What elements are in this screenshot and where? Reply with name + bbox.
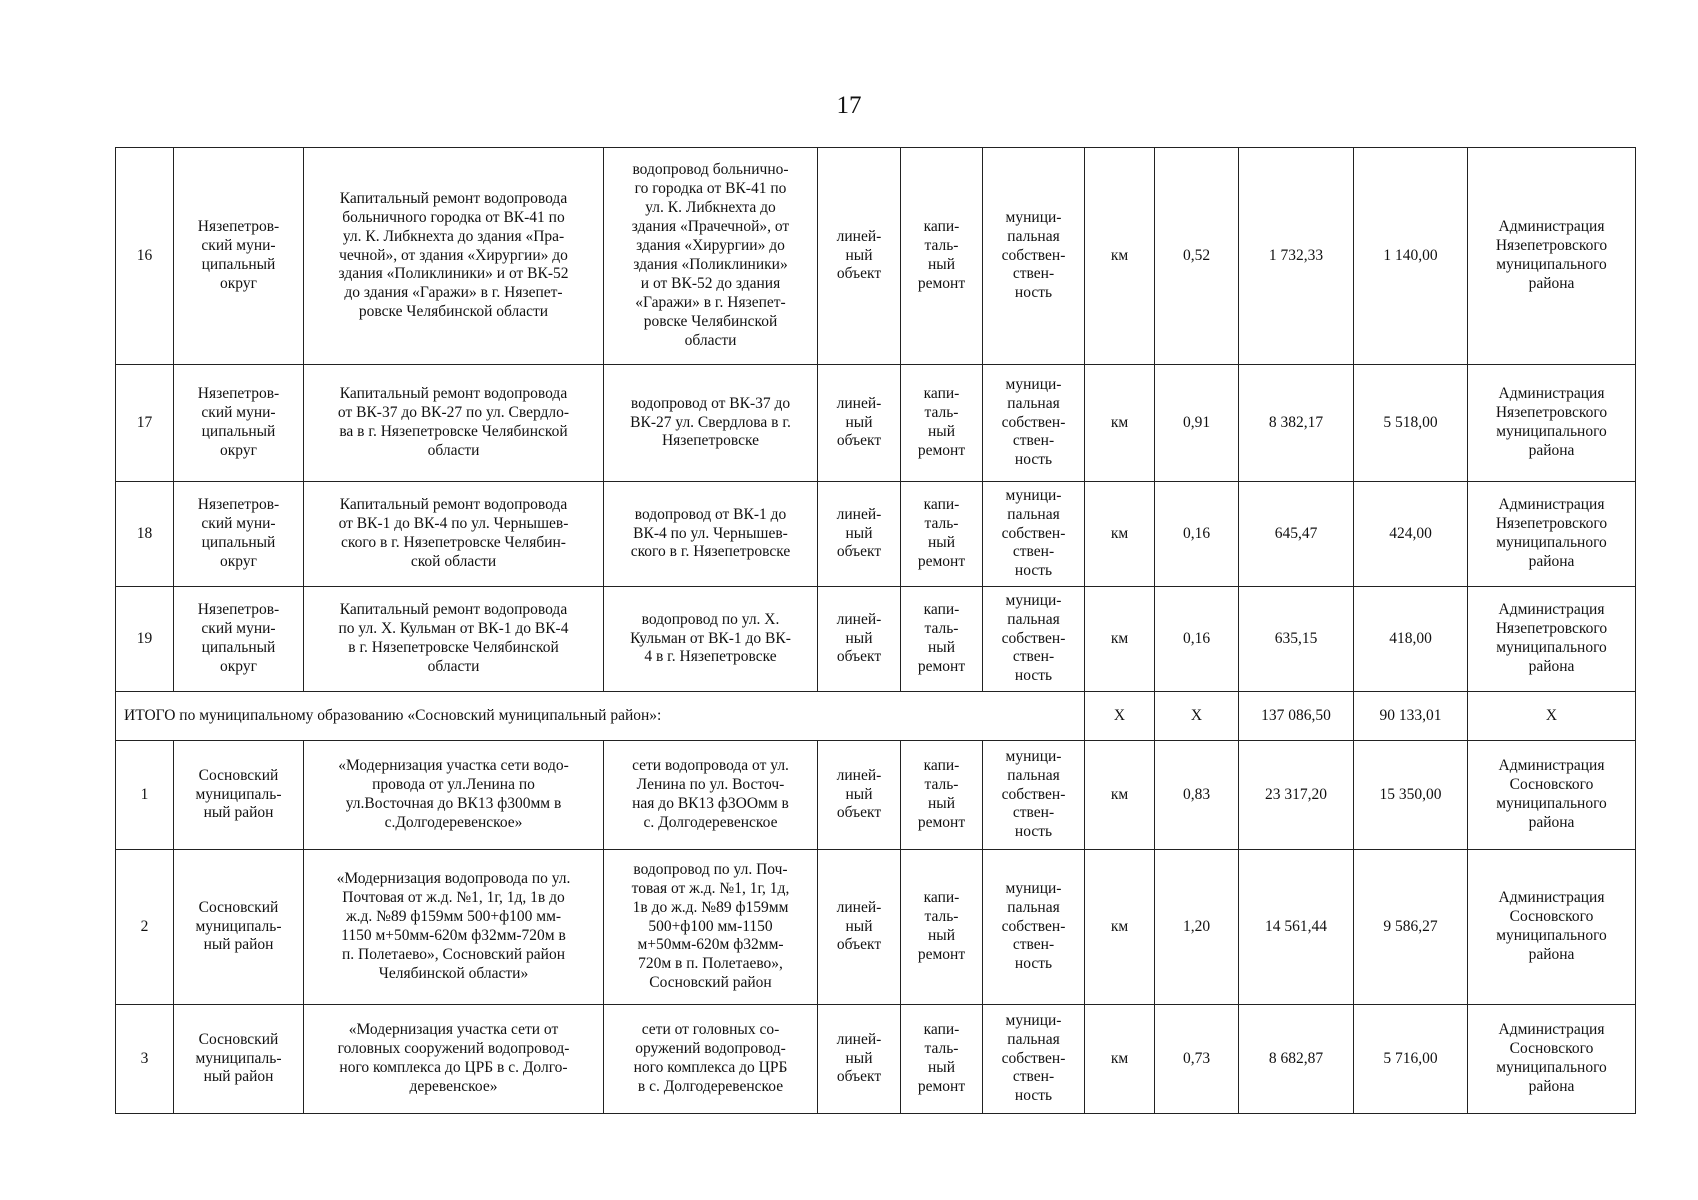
subsidy-cell: 5 518,00 <box>1354 365 1468 482</box>
work-type-cell: капи- таль- ный ремонт <box>901 482 983 587</box>
table-row <box>116 850 1636 1005</box>
event-name-cell: «Модернизация участка сети от головных сооружений водопровод- ного комплекса до ЦРБ в с. Долго- деревенское» <box>304 1005 604 1114</box>
event-name-cell: «Модернизация участка сети водо- провода от ул.Ленина по ул.Восточная до ВК13 ф300мм в с.Долгодеревенское» <box>304 741 604 850</box>
table-row <box>116 587 1636 692</box>
recipient-cell: Администрация Нязепетровского муниципального района <box>1468 148 1636 365</box>
unit-cell: км <box>1085 482 1155 587</box>
object-name-cell: сети от головных со- оружений водопровод- ного комплекса до ЦРБ в с. Долгодеревенское <box>604 1005 818 1114</box>
ownership-cell: муници- пальная собствен- ствен- ность <box>983 148 1085 365</box>
length-cell: 0,91 <box>1155 365 1239 482</box>
event-name-cell: Капитальный ремонт водопровода больничного городка от ВК-41 по ул. К. Либкнехта до здания «Пра- чечной», от здания «Хирургии» до здания «Поликлиники» и от ВК-52 до здания «Гаражи» в г. Нязепет- ровске Челябинской области <box>304 148 604 365</box>
cost-cell: 8 382,17 <box>1239 365 1354 482</box>
object-type-cell: линей- ный объект <box>818 148 901 365</box>
work-type-cell: капи- таль- ный ремонт <box>901 587 983 692</box>
row-number-cell: 1 <box>116 741 174 850</box>
recipient-cell: Администрация Нязепетровского муниципального района <box>1468 482 1636 587</box>
event-name-cell: Капитальный ремонт водопровода от ВК-37 до ВК-27 по ул. Свердло- ва в г. Нязепетровске Челябинской области <box>304 365 604 482</box>
object-type-cell: линей- ный объект <box>818 482 901 587</box>
object-name-cell: водопровод по ул. Поч- товая от ж.д. №1, 1г, 1д, 1в до ж.д. №89 ф159мм 500+ф100 мм-1150 м+50мм-620м ф32мм- 720м в п. Полетаево», Сосновский район <box>604 850 818 1005</box>
work-type-cell: капи- таль- ный ремонт <box>901 1005 983 1114</box>
row-number-cell: 2 <box>116 850 174 1005</box>
object-type-cell: линей- ный объект <box>818 587 901 692</box>
work-type-cell: капи- таль- ный ремонт <box>901 148 983 365</box>
row-number-cell: 19 <box>116 587 174 692</box>
municipality-cell: Нязепетров- ский муни- ципальный округ <box>174 587 304 692</box>
object-name-cell: водопровод от ВК-37 до ВК-27 ул. Свердлова в г. Нязепетровске <box>604 365 818 482</box>
row-number-cell: 18 <box>116 482 174 587</box>
unit-cell: км <box>1085 587 1155 692</box>
municipality-cell: Сосновский муниципаль- ный район <box>174 1005 304 1114</box>
total-row <box>116 692 1636 741</box>
page-number: 17 <box>836 92 862 119</box>
table-row <box>116 482 1636 587</box>
subsidy-cell: 9 586,27 <box>1354 850 1468 1005</box>
recipient-cell: Администрация Нязепетровского муниципального района <box>1468 365 1636 482</box>
object-name-cell: сети водопровода от ул. Ленина по ул. Восточ- ная до ВК13 ф3ООмм в с. Долгодеревенское <box>604 741 818 850</box>
row-number-cell: 3 <box>116 1005 174 1114</box>
ownership-cell: муници- пальная собствен- ствен- ность <box>983 482 1085 587</box>
table-row <box>116 148 1636 365</box>
unit-cell: км <box>1085 741 1155 850</box>
recipient-cell: Администрация Нязепетровского муниципального района <box>1468 587 1636 692</box>
unit-cell: км <box>1085 365 1155 482</box>
ownership-cell: муници- пальная собствен- ствен- ность <box>983 587 1085 692</box>
ownership-cell: муници- пальная собствен- ствен- ность <box>983 741 1085 850</box>
ownership-cell: муници- пальная собствен- ствен- ность <box>983 1005 1085 1114</box>
event-name-cell: Капитальный ремонт водопровода по ул. X. Кульман от ВК-1 до ВК-4 в г. Нязепетровске Челябинской области <box>304 587 604 692</box>
ownership-cell: муници- пальная собствен- ствен- ность <box>983 365 1085 482</box>
subsidy-cell: 5 716,00 <box>1354 1005 1468 1114</box>
recipient-cell: Администрация Сосновского муниципального района <box>1468 1005 1636 1114</box>
recipient-cell: Администрация Сосновского муниципального района <box>1468 850 1636 1005</box>
work-type-cell: капи- таль- ный ремонт <box>901 365 983 482</box>
length-cell: 0,83 <box>1155 741 1239 850</box>
municipality-cell: Нязепетров- ский муни- ципальный округ <box>174 148 304 365</box>
cost-cell: 635,15 <box>1239 587 1354 692</box>
municipality-cell: Сосновский муниципаль- ный район <box>174 850 304 1005</box>
ownership-cell: муници- пальная собствен- ствен- ность <box>983 850 1085 1005</box>
total-subsidy-cell: 90 133,01 <box>1354 692 1468 741</box>
row-number-cell: 16 <box>116 148 174 365</box>
object-type-cell: линей- ный объект <box>818 850 901 1005</box>
table-row <box>116 1005 1636 1114</box>
municipality-cell: Сосновский муниципаль- ный район <box>174 741 304 850</box>
subsidy-cell: 424,00 <box>1354 482 1468 587</box>
object-type-cell: линей- ный объект <box>818 365 901 482</box>
municipality-cell: Нязепетров- ский муни- ципальный округ <box>174 365 304 482</box>
object-name-cell: водопровод от ВК-1 до ВК-4 по ул. Чернышев- ского в г. Нязепетровске <box>604 482 818 587</box>
object-name-cell: водопровод больнично- го городка от ВК-41 по ул. К. Либкнехта до здания «Прачечной», от здания «Хирургии» до здания «Поликлиники» и от ВК-52 до здания «Гаражи» в г. Нязепет- ровске Челябинской области <box>604 148 818 365</box>
unit-cell: км <box>1085 1005 1155 1114</box>
work-type-cell: капи- таль- ный ремонт <box>901 741 983 850</box>
recipient-cell: Администрация Сосновского муниципального района <box>1468 741 1636 850</box>
subsidy-cell: 1 140,00 <box>1354 148 1468 365</box>
table-row <box>116 365 1636 482</box>
total-recipient-cell: X <box>1468 692 1636 741</box>
row-number-cell: 17 <box>116 365 174 482</box>
length-cell: 0,16 <box>1155 587 1239 692</box>
cost-cell: 14 561,44 <box>1239 850 1354 1005</box>
cost-cell: 8 682,87 <box>1239 1005 1354 1114</box>
work-type-cell: капи- таль- ный ремонт <box>901 850 983 1005</box>
event-name-cell: Капитальный ремонт водопровода от ВК-1 до ВК-4 по ул. Чернышев- ского в г. Нязепетровске Челябин- ской области <box>304 482 604 587</box>
object-type-cell: линей- ный объект <box>818 1005 901 1114</box>
length-cell: 1,20 <box>1155 850 1239 1005</box>
registry-table <box>115 147 1636 1114</box>
total-label: ИТОГО по муниципальному образованию «Сосновский муниципальный район»: <box>116 692 1085 741</box>
length-cell: 0,73 <box>1155 1005 1239 1114</box>
length-cell: 0,16 <box>1155 482 1239 587</box>
total-length-cell: X <box>1155 692 1239 741</box>
unit-cell: км <box>1085 850 1155 1005</box>
object-type-cell: линей- ный объект <box>818 741 901 850</box>
length-cell: 0,52 <box>1155 148 1239 365</box>
total-cost-cell: 137 086,50 <box>1239 692 1354 741</box>
total-unit-cell: X <box>1085 692 1155 741</box>
cost-cell: 645,47 <box>1239 482 1354 587</box>
subsidy-cell: 15 350,00 <box>1354 741 1468 850</box>
cost-cell: 1 732,33 <box>1239 148 1354 365</box>
municipality-cell: Нязепетров- ский муни- ципальный округ <box>174 482 304 587</box>
subsidy-cell: 418,00 <box>1354 587 1468 692</box>
unit-cell: км <box>1085 148 1155 365</box>
cost-cell: 23 317,20 <box>1239 741 1354 850</box>
event-name-cell: «Модернизация водопровода по ул. Почтовая от ж.д. №1, 1г, 1д, 1в до ж.д. №89 ф159мм 500+ф100 мм- 1150 м+50мм-620м ф32мм-720м в п. Полетаево», Сосновский район Челябинской области» <box>304 850 604 1005</box>
table-row <box>116 741 1636 850</box>
object-name-cell: водопровод по ул. X. Кульман от ВК-1 до ВК- 4 в г. Нязепетровске <box>604 587 818 692</box>
